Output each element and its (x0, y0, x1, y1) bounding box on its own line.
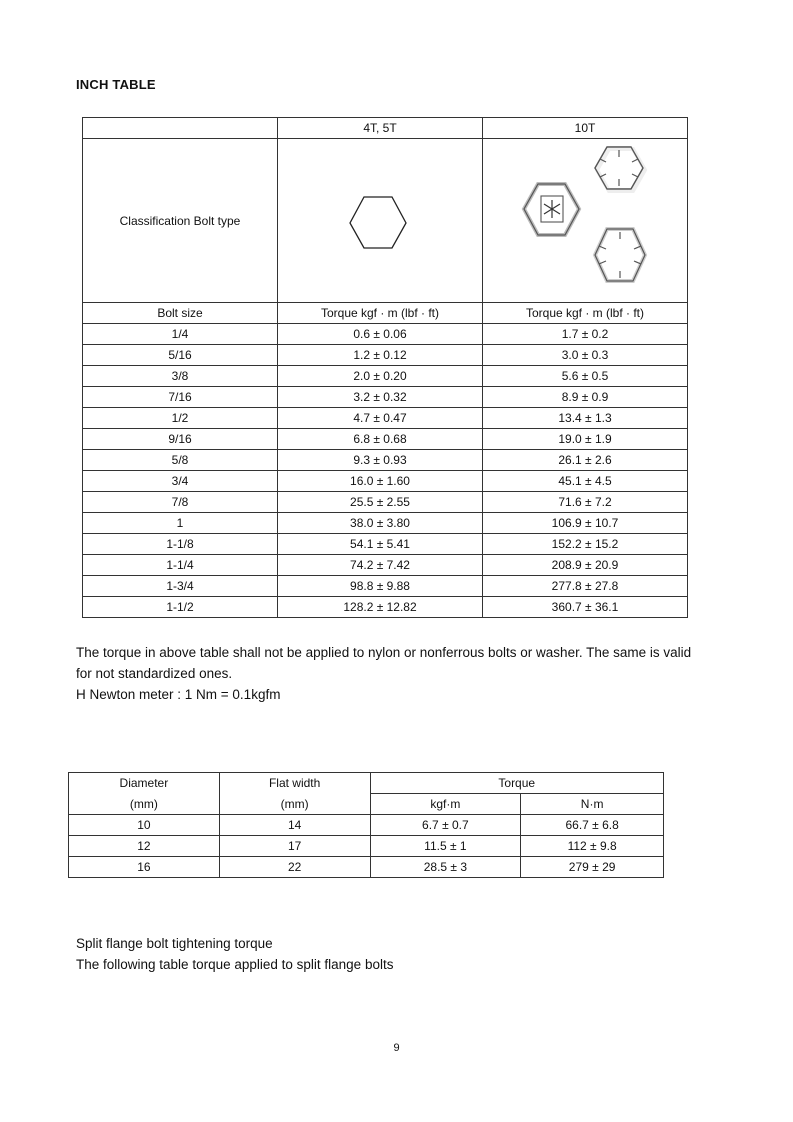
table-row (83, 471, 688, 492)
bolt-size-cell: 5/16 (83, 345, 278, 366)
torque-4t5t-cell: 16.0 ± 1.60 (278, 471, 483, 492)
torque-4t5t-cell: 9.3 ± 0.93 (278, 450, 483, 471)
torque-10t-cell: 13.4 ± 1.3 (483, 408, 688, 429)
bolt-size-cell: 1/2 (83, 408, 278, 429)
diameter-header: Diameter (69, 773, 220, 794)
torque-4t5t-cell: 4.7 ± 0.47 (278, 408, 483, 429)
header-empty-cell (83, 118, 278, 139)
table-row (83, 324, 688, 345)
subheader-torque-4t5t: Torque kgf · m (lbf · ft) (278, 303, 483, 324)
torque-4t5t-cell: 0.6 ± 0.06 (278, 324, 483, 345)
bolt-size-cell: 1-1/2 (83, 597, 278, 618)
kgf-cell: 11.5 ± 1 (370, 836, 521, 857)
table-row (83, 576, 688, 597)
kgf-header: kgf·m (370, 794, 521, 815)
table-row (83, 366, 688, 387)
table-row (83, 387, 688, 408)
torque-4t5t-cell: 74.2 ± 7.42 (278, 555, 483, 576)
nm-cell: 66.7 ± 6.8 (521, 815, 664, 836)
kgf-cell: 28.5 ± 3 (370, 857, 521, 878)
diameter-cell: 16 (69, 857, 220, 878)
table-row (83, 450, 688, 471)
split-flange-description: The following table torque applied to split flange bolts (76, 957, 394, 972)
torque-10t-cell: 3.0 ± 0.3 (483, 345, 688, 366)
torque-10t-cell: 208.9 ± 20.9 (483, 555, 688, 576)
header-10t: 10T (483, 118, 688, 139)
table-row (83, 345, 688, 366)
header-4t5t: 4T, 5T (278, 118, 483, 139)
torque-10t-cell: 8.9 ± 0.9 (483, 387, 688, 408)
hexagon-radial-marks-icon (595, 147, 645, 191)
note-newton-meter: H Newton meter : 1 Nm = 0.1kgfm (76, 687, 281, 702)
diameter-cell: 10 (69, 815, 220, 836)
classification-label: Classification Bolt type (83, 139, 278, 303)
subheader-bolt-size: Bolt size (83, 303, 278, 324)
hexagon-corner-marks-icon (595, 229, 645, 281)
torque-4t5t-cell: 98.8 ± 9.88 (278, 576, 483, 597)
bolt-size-cell: 3/8 (83, 366, 278, 387)
table-row (83, 555, 688, 576)
inch-table-title: INCH TABLE (76, 77, 156, 92)
torque-10t-cell: 19.0 ± 1.9 (483, 429, 688, 450)
torque-4t5t-cell: 1.2 ± 0.12 (278, 345, 483, 366)
note-line-2: for not standardized ones. (76, 666, 233, 681)
torque-4t5t-cell: 3.2 ± 0.32 (278, 387, 483, 408)
table-row (83, 408, 688, 429)
nm-cell: 112 ± 9.8 (521, 836, 664, 857)
page-number: 9 (393, 1042, 400, 1054)
kgf-cell: 6.7 ± 0.7 (370, 815, 521, 836)
diameter-unit: (mm) (69, 794, 220, 815)
table-row (83, 429, 688, 450)
bolt-4t5t-cell (278, 139, 483, 303)
diameter-cell: 12 (69, 836, 220, 857)
bolt-size-cell: 1-1/4 (83, 555, 278, 576)
torque-10t-cell: 152.2 ± 15.2 (483, 534, 688, 555)
bolt-size-cell: 7/16 (83, 387, 278, 408)
torque-4t5t-cell: 38.0 ± 3.80 (278, 513, 483, 534)
bolt-size-cell: 9/16 (83, 429, 278, 450)
torque-10t-cell: 106.9 ± 10.7 (483, 513, 688, 534)
split-flange-heading: Split flange bolt tightening torque (76, 936, 273, 951)
nm-header: N·m (521, 794, 664, 815)
torque-4t5t-cell: 2.0 ± 0.20 (278, 366, 483, 387)
torque-10t-cell: 45.1 ± 4.5 (483, 471, 688, 492)
torque-4t5t-cell: 54.1 ± 5.41 (278, 534, 483, 555)
bolt-size-cell: 1 (83, 513, 278, 534)
bolt-size-cell: 1-3/4 (83, 576, 278, 597)
table-row (83, 513, 688, 534)
subheader-torque-10t: Torque kgf · m (lbf · ft) (483, 303, 688, 324)
torque-10t-cell: 1.7 ± 0.2 (483, 324, 688, 345)
table-row (69, 836, 664, 857)
note-line-1: The torque in above table shall not be applied to nylon or nonferrous bolts or washer. The same is valid (76, 645, 692, 660)
torque-10t-cell: 360.7 ± 36.1 (483, 597, 688, 618)
torque-10t-cell: 71.6 ± 7.2 (483, 492, 688, 513)
torque-10t-cell: 26.1 ± 2.6 (483, 450, 688, 471)
torque-10t-cell: 277.8 ± 27.8 (483, 576, 688, 597)
torque-header: Torque (370, 773, 664, 794)
table-row (83, 597, 688, 618)
bolt-10t-cell (483, 139, 688, 303)
table-row (83, 492, 688, 513)
flat-width-cell: 17 (219, 836, 370, 857)
hexagon-asterisk-icon (524, 184, 579, 235)
bolt-10t-illustrations (483, 139, 687, 302)
table-row (69, 857, 664, 878)
hexagon-plain-icon (278, 139, 482, 302)
bolt-size-cell: 3/4 (83, 471, 278, 492)
bolt-size-cell: 1/4 (83, 324, 278, 345)
torque-4t5t-cell: 6.8 ± 0.68 (278, 429, 483, 450)
flat-width-unit: (mm) (219, 794, 370, 815)
bolt-size-cell: 5/8 (83, 450, 278, 471)
table-row (69, 815, 664, 836)
nm-cell: 279 ± 29 (521, 857, 664, 878)
flat-width-header: Flat width (219, 773, 370, 794)
flat-width-cell: 14 (219, 815, 370, 836)
inch-torque-table (82, 117, 688, 618)
torque-10t-cell: 5.6 ± 0.5 (483, 366, 688, 387)
torque-4t5t-cell: 128.2 ± 12.82 (278, 597, 483, 618)
bolt-size-cell: 1-1/8 (83, 534, 278, 555)
metric-torque-table (68, 772, 664, 878)
flat-width-cell: 22 (219, 857, 370, 878)
bolt-size-cell: 7/8 (83, 492, 278, 513)
torque-4t5t-cell: 25.5 ± 2.55 (278, 492, 483, 513)
table-row (83, 534, 688, 555)
